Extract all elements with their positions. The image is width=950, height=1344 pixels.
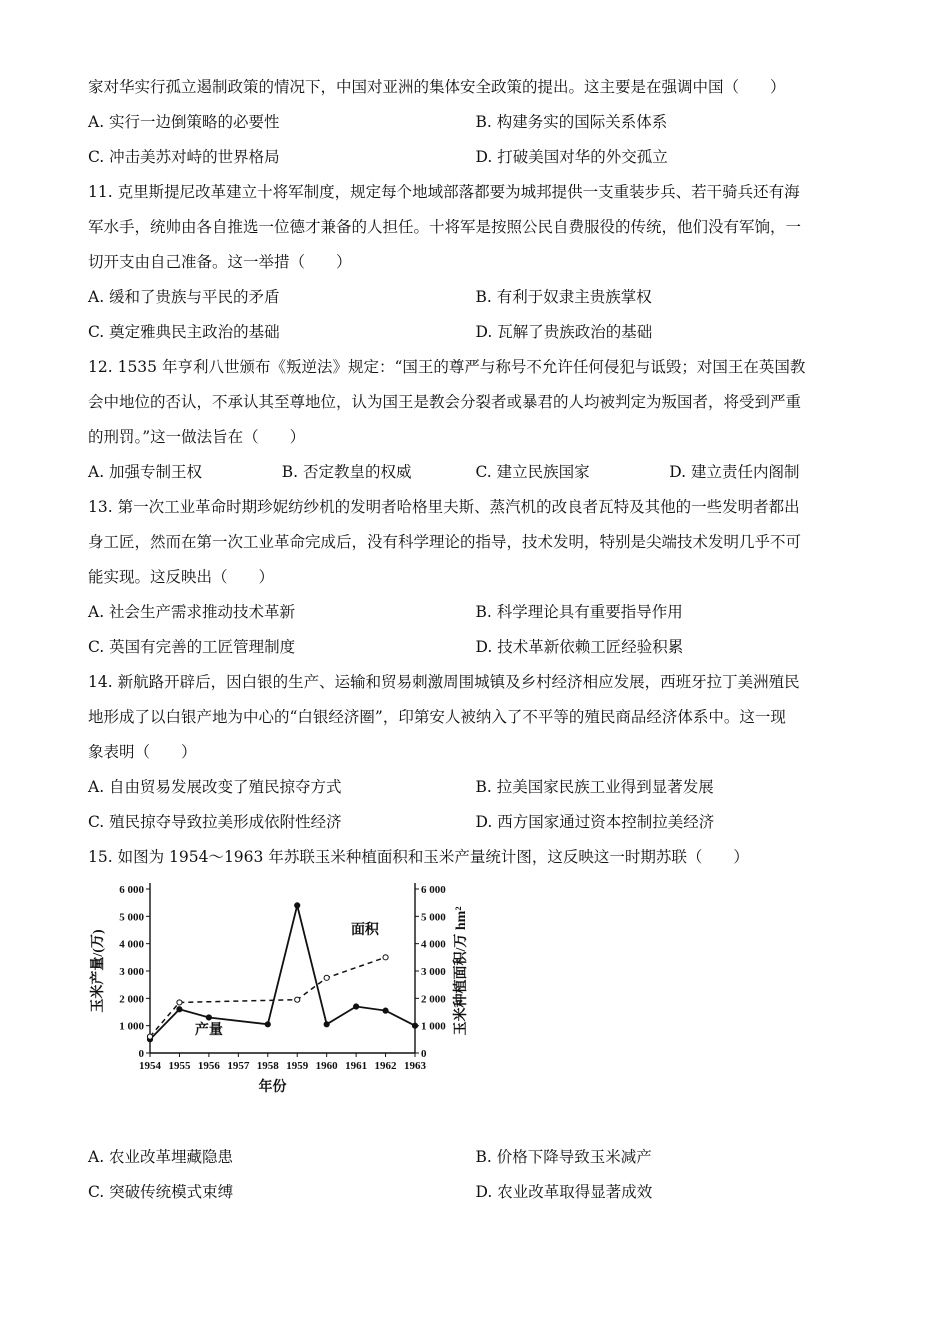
x-axis-label: 年份 [258, 1080, 287, 1095]
x-tick-label: 1957 [227, 1060, 250, 1072]
q14-option-c[interactable]: C. 殖民掠夺导致拉美形成依附性经济 [88, 813, 342, 831]
q11-stem-line-3: 切开支由自己准备。这一举措（ ） [88, 253, 352, 271]
q12-option-d[interactable]: D. 建立责任内阁制 [669, 463, 800, 481]
yield-point [412, 1023, 417, 1028]
x-tick-label: 1960 [315, 1060, 338, 1072]
q14-stem-line-3: 象表明（ ） [88, 743, 197, 761]
q11-options-row-1 [88, 280, 863, 315]
y-tick-label-left: 3 000 [119, 966, 144, 978]
q11-option-c[interactable]: C. 奠定雅典民主政治的基础 [88, 323, 280, 341]
yield-point [177, 1007, 182, 1012]
x-tick-label: 1956 [197, 1060, 220, 1072]
q13-option-b[interactable]: B. 科学理论具有重要指导作用 [475, 603, 683, 621]
area-point [324, 975, 329, 980]
q14-option-d[interactable]: D. 西方国家通过资本控制拉美经济 [475, 813, 715, 831]
q14-stem-line-1: 14. 新航路开辟后，因白银的生产、运输和贸易刺激周围城镇及乡村经济相应发展，西班牙拉丁美洲殖民 [88, 673, 800, 691]
q13-stem-line-3: 能实现。这反映出（ ） [88, 568, 275, 586]
exam-page [88, 70, 863, 1210]
q12-option-a[interactable]: A. 加强专制王权 [88, 463, 203, 481]
q10-option-b[interactable]: B. 构建务实的国际关系体系 [475, 113, 668, 131]
q14-option-a[interactable]: A. 自由贸易发展改变了殖民掠夺方式 [88, 778, 342, 796]
yield-point [354, 1004, 359, 1009]
series-label-area: 面积 [350, 923, 379, 939]
x-tick-label: 1961 [345, 1060, 368, 1072]
x-tick-label: 1954 [139, 1060, 161, 1072]
y-tick-label-left: 5 000 [119, 911, 144, 924]
y-tick-label-right: 2 000 [421, 993, 446, 1006]
q14-option-b[interactable]: B. 拉美国家民族工业得到显著发展 [475, 778, 714, 796]
y-tick-label-right: 6 000 [421, 884, 446, 896]
x-tick-label: 1963 [404, 1060, 426, 1072]
q12-option-c[interactable]: C. 建立民族国家 [475, 463, 590, 481]
yield-point [324, 1022, 329, 1027]
q10-options-row-2 [88, 140, 863, 175]
q13-option-a[interactable]: A. 社会生产需求推动技术革新 [88, 603, 296, 621]
q14-stem-line-2: 地形成了以白银产地为中心的“白银经济圈”，印第安人被纳入了不平等的殖民商品经济体系中。这一现 [88, 708, 786, 726]
q12-option-b[interactable]: B. 否定教皇的权威 [281, 463, 412, 481]
q13-option-d[interactable]: D. 技术革新依赖工匠经验积累 [475, 638, 684, 656]
yield-point [383, 1008, 388, 1013]
q15-options-row-1 [88, 1140, 863, 1175]
area-point [295, 997, 300, 1002]
q15-option-c[interactable]: C. 突破传统模式束缚 [88, 1183, 234, 1201]
q12-stem-line-1: 12. 1535 年亨利八世颁布《叛逆法》规定：“国王的尊严与称号不允许任何侵犯与诋毁；对国王在英国教 [88, 358, 806, 376]
q11-stem-line-1: 11. 克里斯提尼改革建立十将军制度，规定每个地域部落都要为城邦提供一支重装步兵、若干骑兵还有海 [88, 183, 800, 201]
q15-option-b[interactable]: B. 价格下降导致玉米减产 [475, 1148, 652, 1166]
q14-options-row-2 [88, 805, 863, 840]
y-tick-label-right: 5 000 [421, 911, 446, 924]
area-point [177, 1000, 182, 1005]
y-tick-label-left: 4 000 [119, 938, 144, 951]
q15-option-d[interactable]: D. 农业改革取得显著成效 [475, 1183, 653, 1201]
q15-option-a[interactable]: A. 农业改革埋藏隐患 [88, 1148, 234, 1166]
x-tick-label: 1962 [374, 1060, 397, 1072]
q13-option-c[interactable]: C. 英国有完善的工匠管理制度 [88, 638, 296, 656]
area-point [383, 955, 388, 960]
y-tick-label-left: 6 000 [119, 884, 144, 896]
yield-point [295, 903, 300, 908]
q12-stem-line-2: 会中地位的否认，不承认其至尊地位，认为国王是教会分裂者或暴君的人均被判定为叛国者，将受到严重 [88, 393, 802, 411]
q10-stem-tail: 家对华实行孤立遏制政策的情况下，中国对亚洲的集体安全政策的提出。这主要是在强调中国（ ） [88, 78, 786, 96]
area-point [147, 1034, 152, 1039]
x-tick-label: 1955 [168, 1060, 191, 1072]
y-axis-label-right: 玉米种植面积/万 hm² [454, 906, 469, 1036]
y-tick-label-right: 1 000 [421, 1020, 446, 1033]
q15-stem: 15. 如图为 1954～1963 年苏联玉米种植面积和玉米产量统计图，这反映这一时期苏联（ ） [88, 848, 749, 866]
corn-chart-container [88, 875, 863, 1140]
q15-options-row-2 [88, 1175, 863, 1210]
y-axis-label-left: 玉米产量/(万) [91, 929, 106, 1013]
q14-options-row-1 [88, 770, 863, 805]
yield-point [265, 1022, 270, 1027]
q11-options-row-2 [88, 315, 863, 350]
q10-option-a[interactable]: A. 实行一边倒策略的必要性 [88, 113, 280, 131]
q11-option-d[interactable]: D. 瓦解了贵族政治的基础 [475, 323, 653, 341]
chart-ticks [119, 884, 446, 1072]
x-tick-label: 1959 [286, 1060, 309, 1072]
y-tick-label-right: 3 000 [421, 966, 446, 978]
q12-options-row [88, 455, 863, 490]
y-tick-label-left: 2 000 [119, 993, 144, 1006]
q10-option-d[interactable]: D. 打破美国对华的外交孤立 [475, 148, 668, 166]
q13-options-row-2 [88, 630, 863, 665]
q13-stem-line-1: 13. 第一次工业革命时期珍妮纺纱机的发明者哈格里夫斯、蒸汽机的改良者瓦特及其他的一些发明者都出 [88, 498, 800, 516]
y-tick-label-right: 0 [421, 1048, 427, 1060]
corn-chart [88, 875, 469, 1140]
q10-options-row-1 [88, 105, 863, 140]
y-tick-label-left: 1 000 [119, 1020, 144, 1033]
q11-option-a[interactable]: A. 缓和了贵族与平民的矛盾 [88, 288, 280, 306]
y-tick-label-left: 0 [138, 1048, 144, 1060]
q13-stem-line-2: 身工匠，然而在第一次工业革命完成后，没有科学理论的指导，技术发明，特别是尖端技术发明几乎不可 [88, 533, 802, 551]
yield-point [206, 1015, 211, 1020]
y-tick-label-right: 4 000 [421, 938, 446, 951]
q11-option-b[interactable]: B. 有利于奴隶主贵族掌权 [475, 288, 652, 306]
x-tick-label: 1958 [256, 1060, 279, 1072]
q10-option-c[interactable]: C. 冲击美苏对峙的世界格局 [88, 148, 280, 166]
q12-stem-line-3: 的刑罚。”这一做法旨在（ ） [88, 428, 306, 446]
q11-stem-line-2: 军水手，统帅由各自推选一位德才兼备的人担任。十将军是按照公民自费服役的传统，他们没有军饷，一 [88, 218, 802, 236]
series-label-yield: 产量 [194, 1022, 223, 1038]
q13-options-row-1 [88, 595, 863, 630]
